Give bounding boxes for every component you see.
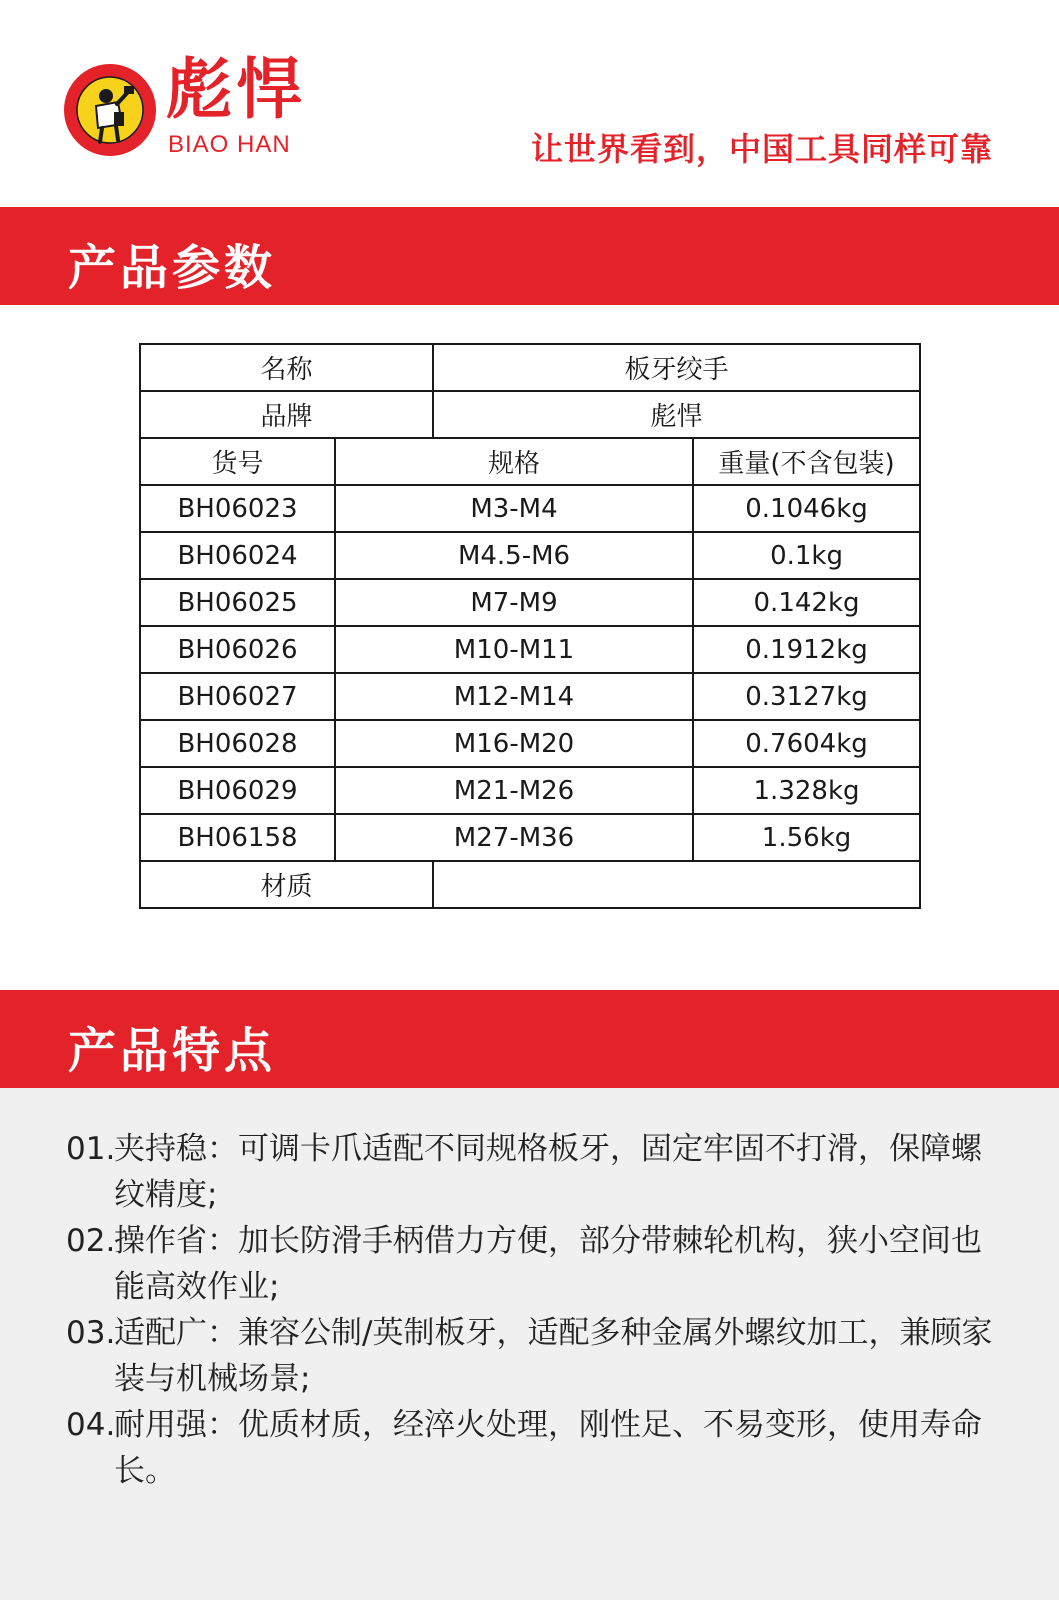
table-row <box>140 720 920 767</box>
sku-cell: BH06023 <box>140 485 335 532</box>
table-row <box>140 532 920 579</box>
table-row <box>140 673 920 720</box>
spec-cell: M3-M4 <box>335 485 693 532</box>
column-header-weight: 重量(不含包装) <box>693 438 920 485</box>
weight-cell: 1.328kg <box>693 767 920 814</box>
sku-cell: BH06026 <box>140 626 335 673</box>
table-row <box>140 344 920 391</box>
table-row <box>140 391 920 438</box>
spec-cell: M16-M20 <box>335 720 693 767</box>
spec-cell: M27-M36 <box>335 814 693 861</box>
weight-cell: 0.1046kg <box>693 485 920 532</box>
column-header-spec: 规格 <box>335 438 693 485</box>
table-row <box>140 485 920 532</box>
material-label: 材质 <box>140 861 433 908</box>
feature-text: 适配广：兼容公制/英制板牙，适配多种金属外螺纹加工，兼顾家装与机械场景; <box>114 1315 993 1397</box>
weight-cell: 0.3127kg <box>693 673 920 720</box>
table-row <box>140 767 920 814</box>
sku-cell: BH06027 <box>140 673 335 720</box>
feature-number: 01. <box>66 1131 116 1167</box>
table-header-row <box>140 438 920 485</box>
feature-number: 04. <box>66 1407 116 1443</box>
feature-text: 耐用强：优质材质，经淬火处理，刚性足、不易变形，使用寿命长。 <box>114 1407 982 1489</box>
brand-name-en: BIAO HAN <box>168 131 291 158</box>
brand-label: 品牌 <box>140 391 433 438</box>
table-row <box>140 579 920 626</box>
feature-item <box>66 1310 996 1402</box>
name-value: 板牙绞手 <box>433 344 920 391</box>
spec-cell: M4.5-M6 <box>335 532 693 579</box>
sku-cell: BH06025 <box>140 579 335 626</box>
table-row <box>140 814 920 861</box>
weight-cell: 0.142kg <box>693 579 920 626</box>
feature-text: 夹持稳：可调卡爪适配不同规格板牙，固定牢固不打滑，保障螺纹精度; <box>114 1131 982 1213</box>
sku-cell: BH06158 <box>140 814 335 861</box>
sku-cell: BH06028 <box>140 720 335 767</box>
feature-number: 02. <box>66 1223 116 1259</box>
feature-item <box>66 1218 996 1310</box>
name-label: 名称 <box>140 344 433 391</box>
product-params-table <box>139 343 921 909</box>
material-value <box>433 861 920 908</box>
spec-cell: M12-M14 <box>335 673 693 720</box>
weight-cell: 1.56kg <box>693 814 920 861</box>
features-list <box>0 1088 1059 1600</box>
weight-cell: 0.7604kg <box>693 720 920 767</box>
column-header-sku: 货号 <box>140 438 335 485</box>
page-header <box>0 0 1059 205</box>
worker-emblem-icon <box>62 62 158 158</box>
spec-cell: M21-M26 <box>335 767 693 814</box>
weight-cell: 0.1912kg <box>693 626 920 673</box>
table-row <box>140 861 920 908</box>
brand-value: 彪悍 <box>433 391 920 438</box>
feature-text: 操作省：加长防滑手柄借力方便，部分带棘轮机构，狭小空间也能高效作业; <box>114 1223 982 1305</box>
brand-slogan: 让世界看到，中国工具同样可靠 <box>530 130 993 168</box>
weight-cell: 0.1kg <box>693 532 920 579</box>
spec-cell: M7-M9 <box>335 579 693 626</box>
sku-cell: BH06029 <box>140 767 335 814</box>
feature-item <box>66 1402 996 1494</box>
table-row <box>140 626 920 673</box>
sku-cell: BH06024 <box>140 532 335 579</box>
params-banner <box>0 207 1059 305</box>
params-section-title: 产品参数 <box>68 240 277 296</box>
feature-item <box>66 1126 996 1218</box>
spec-cell: M10-M11 <box>335 626 693 673</box>
brand-name-cn: 彪悍 <box>166 50 306 128</box>
feature-number: 03. <box>66 1315 116 1351</box>
features-section-title: 产品特点 <box>68 1023 277 1079</box>
features-banner <box>0 990 1059 1088</box>
